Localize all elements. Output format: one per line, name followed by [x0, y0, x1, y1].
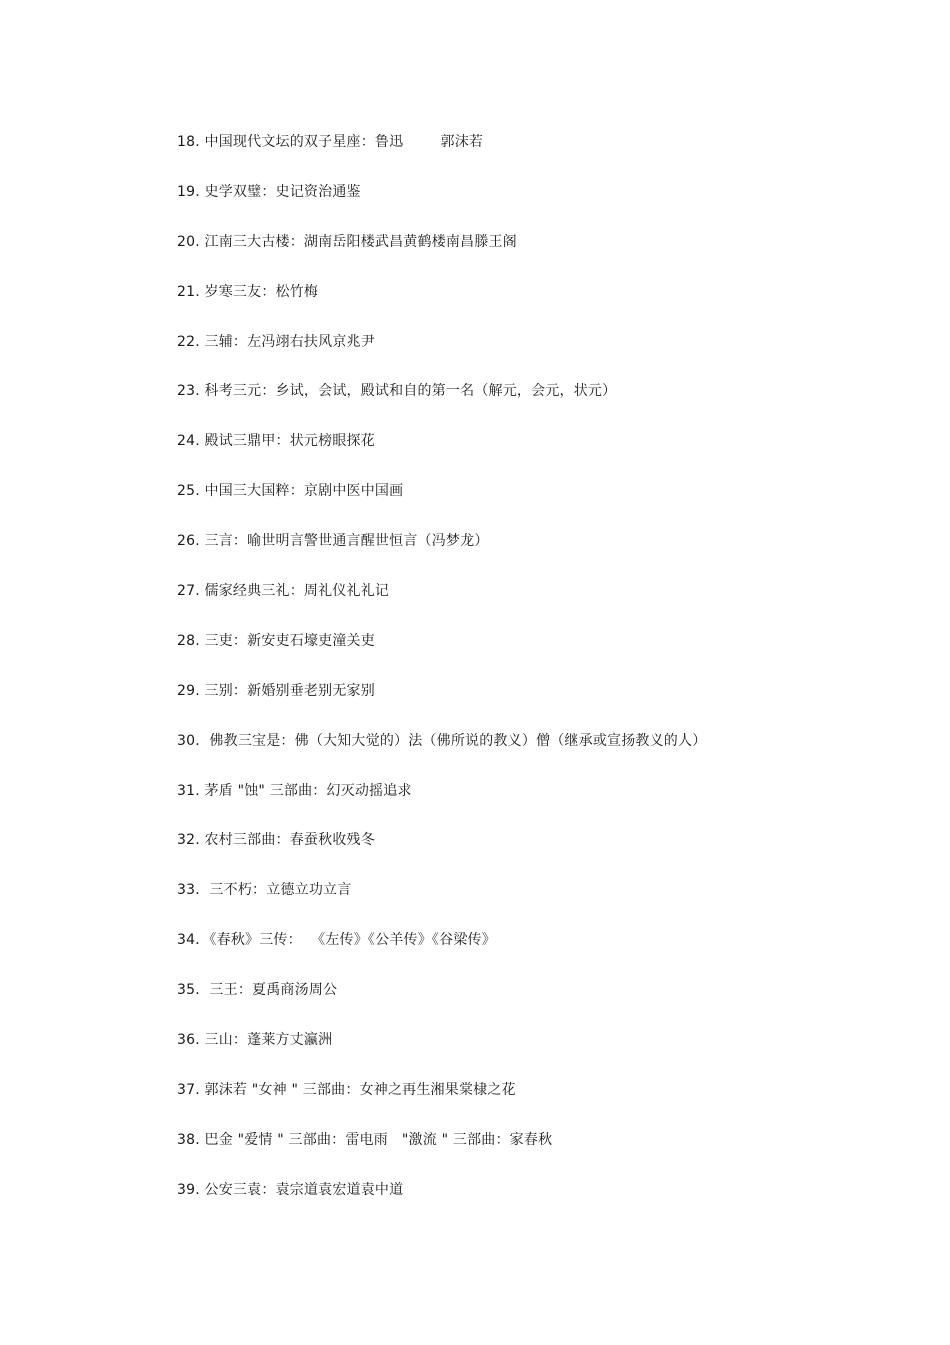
list-item-23: 23. 科考三元：乡试，会试，殿试和自的第一名（解元，会元，状元） [177, 383, 617, 400]
list-item-18: 18. 中国现代文坛的双子星座：鲁迅 郭沫若 [177, 134, 484, 150]
list-item-30: 30．佛教三宝是：佛（大知大觉的）法（佛所说的教义）僧（继承或宣扬教义的人） [177, 732, 707, 749]
list-item-21: 21. 岁寒三友：松竹梅 [177, 283, 319, 300]
list-item-27: 27. 儒家经典三礼：周礼仪礼礼记 [177, 583, 390, 600]
list-item-39: 39. 公安三袁：袁宗道袁宏道袁中道 [177, 1181, 404, 1198]
list-item-35: 35．三王：夏禹商汤周公 [177, 982, 338, 999]
list-item-32: 32. 农村三部曲：春蚕秋收残冬 [177, 832, 375, 849]
list-item-36: 36. 三山：蓬莱方丈瀛洲 [177, 1032, 333, 1049]
list-item-38: 38. 巴金 "爱情 " 三部曲：雷电雨 "激流 " 三部曲：家春秋 [177, 1131, 553, 1148]
list-item-22: 22. 三辅：左冯翊右扶风京兆尹 [177, 333, 375, 350]
list-item-20: 20. 江南三大古楼：湖南岳阳楼武昌黄鹤楼南昌滕王阁 [177, 233, 517, 250]
list-item-19: 19. 史学双璧：史记资治通鉴 [177, 183, 361, 200]
list-item-29: 29. 三别：新婚别垂老别无家别 [177, 682, 375, 699]
list-item-24: 24. 殿试三鼎甲：状元榜眼探花 [177, 433, 375, 450]
list-item-26: 26. 三言：喻世明言警世通言醒世恒言（冯梦龙） [177, 533, 489, 550]
list-item-34: 34．《春秋》三传： 《左传》《公羊传》《谷梁传》 [177, 932, 496, 949]
list-item-28: 28. 三吏：新安吏石壕吏潼关吏 [177, 632, 375, 649]
list-item-33: 33．三不朽：立德立功立言 [177, 882, 352, 899]
list-item-31: 31. 茅盾 "蚀" 三部曲：幻灭动摇追求 [177, 782, 412, 799]
list-item-37: 37. 郭沫若 "女神 " 三部曲：女神之再生湘果棠棣之花 [177, 1081, 516, 1098]
list-item-25: 25. 中国三大国粹：京剧中医中国画 [177, 483, 404, 500]
entry-list [177, 130, 917, 1228]
